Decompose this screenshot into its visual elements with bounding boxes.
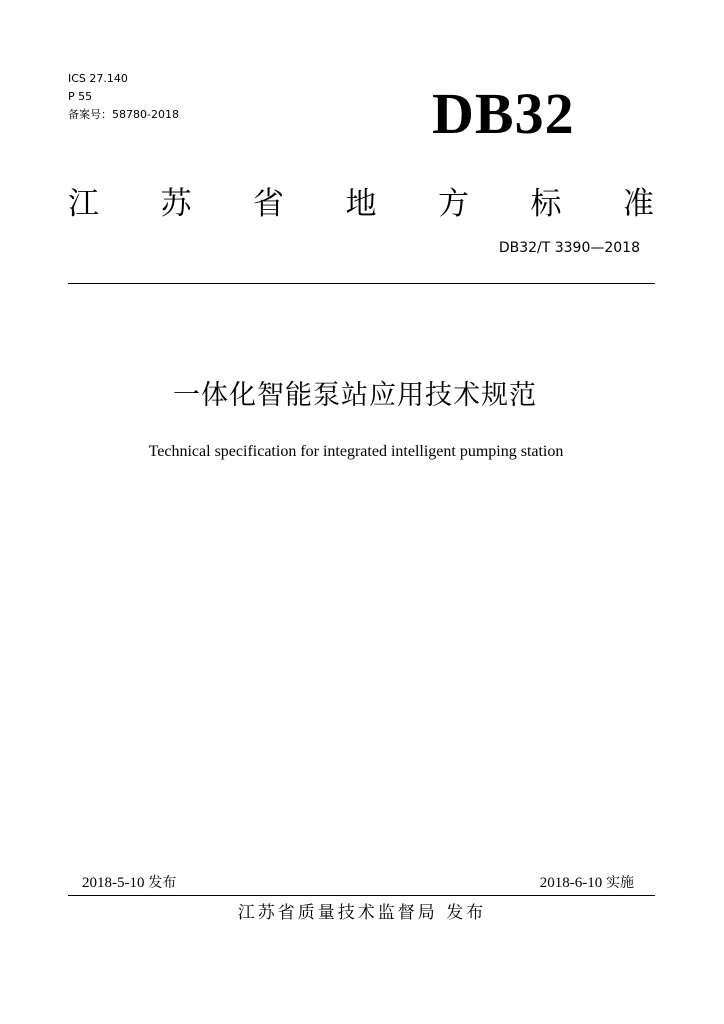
- org-title-char: 地: [345, 186, 377, 222]
- org-title-char: 标: [530, 186, 562, 222]
- org-title-char: 江: [68, 186, 99, 222]
- publisher: 江苏省质量技术监督局 发布: [237, 903, 487, 923]
- issue-date-line: [82, 872, 176, 894]
- filing-number: 备案号：58780-2018: [68, 108, 179, 121]
- org-title-char: 苏: [160, 186, 192, 222]
- standard-code-mark: DB32: [432, 81, 575, 146]
- bottom-divider: [68, 895, 655, 896]
- header-meta: [68, 70, 179, 124]
- org-title-char: 准: [623, 186, 654, 222]
- standard-number: DB32/T 3390—2018: [498, 240, 640, 256]
- org-title-char: 省: [253, 186, 284, 222]
- org-title: [68, 182, 654, 226]
- document-title-en: Technical specification for integrated intelligent pumping station: [148, 443, 564, 460]
- issue-date: 2018-5-10: [82, 875, 145, 891]
- top-divider: [68, 283, 655, 284]
- document-title-cn: 一体化智能泵站应用技术规范: [173, 380, 537, 411]
- issue-label: 发布: [148, 875, 177, 891]
- implement-label: 实施: [606, 875, 634, 891]
- implement-date: 2018-6-10: [539, 875, 603, 891]
- org-title-char: 方: [438, 186, 469, 222]
- implement-date-line: [540, 872, 634, 894]
- category-code: P 55: [68, 90, 93, 103]
- ics-code: ICS 27.140: [68, 72, 128, 85]
